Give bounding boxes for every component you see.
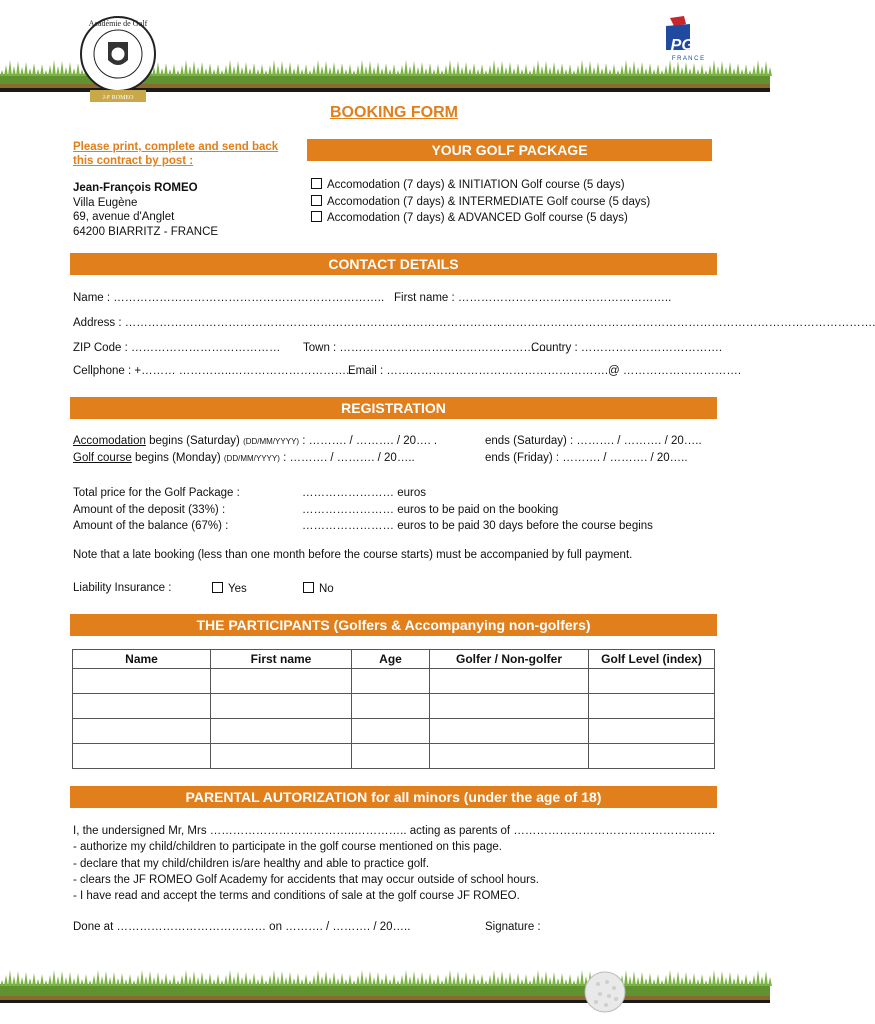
table-cell[interactable] bbox=[73, 669, 211, 694]
first-name-field[interactable]: First name : ……………………………………………….. bbox=[394, 292, 672, 304]
table-cell[interactable] bbox=[430, 719, 589, 744]
sender-line3: 64200 BIARRITZ - FRANCE bbox=[73, 225, 219, 238]
registration-heading: REGISTRATION bbox=[70, 397, 717, 419]
svg-text:Académie de Golf: Académie de Golf bbox=[88, 19, 148, 28]
academy-logo bbox=[78, 14, 158, 106]
table-cell[interactable] bbox=[73, 694, 211, 719]
parental-statement-line: - I have read and accept the terms and conditions of sale at the golf course JF ROMEO. bbox=[73, 890, 520, 903]
participants-heading: THE PARTICIPANTS (Golfers & Accompanying non-golfers) bbox=[70, 614, 717, 636]
column-header-golf-level: Golf Level (index) bbox=[589, 650, 715, 669]
send-instruction: Please print, complete and send back this contract by post : bbox=[73, 141, 279, 167]
town-field[interactable]: Town : ………………………………………………. bbox=[303, 342, 550, 354]
table-cell[interactable] bbox=[430, 669, 589, 694]
column-header-first-name: First name bbox=[211, 650, 352, 669]
table-row bbox=[73, 744, 715, 769]
name-field[interactable]: Name : …………………………………………………………….. bbox=[73, 292, 385, 304]
table-row bbox=[73, 694, 715, 719]
checkbox-icon[interactable] bbox=[311, 211, 322, 222]
table-cell[interactable] bbox=[589, 744, 715, 769]
balance-field[interactable]: …………………… euros to be paid 30 days before the course begins bbox=[302, 520, 653, 532]
parental-statement-line[interactable]: I, the undersigned Mr, Mrs ………………………………..………….. acting as parents of ………………………………………….…. bbox=[73, 825, 716, 837]
svg-text:PGA: PGA bbox=[670, 37, 706, 54]
table-cell[interactable] bbox=[352, 694, 430, 719]
table-cell[interactable] bbox=[211, 719, 352, 744]
contact-details-heading: CONTACT DETAILS bbox=[70, 253, 717, 275]
svg-text:F R A N C E: F R A N C E bbox=[671, 56, 705, 62]
signature-field[interactable]: Signature : bbox=[485, 921, 541, 933]
checkbox-icon[interactable] bbox=[311, 178, 322, 189]
sender-name: Jean-François ROMEO bbox=[73, 182, 198, 194]
form-title: BOOKING FORM bbox=[330, 104, 458, 121]
package-option-advanced[interactable]: Accomodation (7 days) & ADVANCED Golf course (5 days) bbox=[311, 210, 650, 227]
golf-course-dates: Golf course begins (Monday) (DD/MM/YYYY) : ………. / ………. / 20….. bbox=[73, 452, 415, 464]
package-option-intermediate[interactable]: Accomodation (7 days) & INTERMEDIATE Golf course (5 days) bbox=[311, 194, 650, 211]
checkbox-icon[interactable] bbox=[303, 582, 314, 593]
pga-france-logo bbox=[660, 14, 716, 64]
balance-label: Amount of the balance (67%) : bbox=[73, 520, 229, 532]
accomodation-dates: Accomodation begins (Saturday) (DD/MM/YYYY) : ………. / ………. / 20…. . bbox=[73, 435, 438, 447]
golf-package-heading: YOUR GOLF PACKAGE bbox=[307, 139, 712, 161]
golf-course-end-date[interactable]: ends (Friday) : ………. / ………. / 20….. bbox=[485, 452, 688, 464]
table-cell[interactable] bbox=[589, 694, 715, 719]
table-cell[interactable] bbox=[352, 669, 430, 694]
insurance-no-option[interactable]: No bbox=[303, 582, 334, 595]
parental-statement-line: - clears the JF ROMEO Golf Academy for accidents that may occur outside of school hours. bbox=[73, 873, 539, 886]
table-cell[interactable] bbox=[352, 719, 430, 744]
table-cell[interactable] bbox=[430, 694, 589, 719]
column-header-golfer: Golfer / Non-golfer bbox=[430, 650, 589, 669]
cellphone-field[interactable]: Cellphone : +……… …………..………………………….. bbox=[73, 365, 353, 377]
table-cell[interactable] bbox=[430, 744, 589, 769]
table-cell[interactable] bbox=[211, 669, 352, 694]
country-field[interactable]: Country : ………………………………. bbox=[531, 342, 723, 354]
parental-statement-line: - declare that my child/children is/are healthy and able to practice golf. bbox=[73, 857, 430, 870]
total-price-label: Total price for the Golf Package : bbox=[73, 487, 240, 499]
table-cell[interactable] bbox=[73, 744, 211, 769]
participants-table bbox=[72, 649, 715, 769]
table-cell[interactable] bbox=[73, 719, 211, 744]
address-field[interactable]: Address : ……………………………………………………………………………………………………………………………………………………………………………. bbox=[73, 317, 875, 329]
table-row bbox=[73, 669, 715, 694]
svg-text:J-F ROMEO: J-F ROMEO bbox=[102, 95, 134, 101]
late-booking-note: Note that a late booking (less than one month before the course starts) must be accompanied by full payment. bbox=[73, 549, 633, 561]
checkbox-icon[interactable] bbox=[212, 582, 223, 593]
insurance-yes-option[interactable]: Yes bbox=[212, 582, 247, 595]
total-price-field[interactable]: …………………… euros bbox=[302, 487, 426, 499]
table-cell[interactable] bbox=[589, 719, 715, 744]
table-row bbox=[73, 719, 715, 744]
column-header-name: Name bbox=[73, 650, 211, 669]
table-cell[interactable] bbox=[211, 744, 352, 769]
footer-grass-banner bbox=[0, 972, 770, 1024]
sender-line1: Villa Eugène bbox=[73, 196, 138, 209]
email-field[interactable]: Email : ………………………………………………….@ …………………………. bbox=[348, 365, 742, 377]
checkbox-icon[interactable] bbox=[311, 195, 322, 206]
deposit-field[interactable]: …………………… euros to be paid on the booking bbox=[302, 503, 559, 516]
deposit-label: Amount of the deposit (33%) : bbox=[73, 503, 226, 516]
table-header-row bbox=[73, 650, 715, 669]
done-at-field[interactable]: Done at ………………………………… on ………. / ………. / 20….. bbox=[73, 921, 411, 933]
parental-statement-line: - authorize my child/children to participate in the golf course mentioned on this page. bbox=[73, 841, 502, 854]
table-cell[interactable] bbox=[211, 694, 352, 719]
table-cell[interactable] bbox=[589, 669, 715, 694]
accomodation-end-date[interactable]: ends (Saturday) : ………. / ………. / 20….. bbox=[485, 435, 702, 447]
table-cell[interactable] bbox=[352, 744, 430, 769]
package-option-initiation[interactable]: Accomodation (7 days) & INITIATION Golf course (5 days) bbox=[311, 177, 650, 194]
sender-line2: 69, avenue d'Anglet bbox=[73, 211, 175, 223]
insurance-label: Liability Insurance : bbox=[73, 582, 172, 594]
zip-code-field[interactable]: ZIP Code : ………………………………… bbox=[73, 342, 281, 354]
column-header-age: Age bbox=[352, 650, 430, 669]
parental-authorization-heading: PARENTAL AUTORIZATION for all minors (under the age of 18) bbox=[70, 786, 717, 808]
